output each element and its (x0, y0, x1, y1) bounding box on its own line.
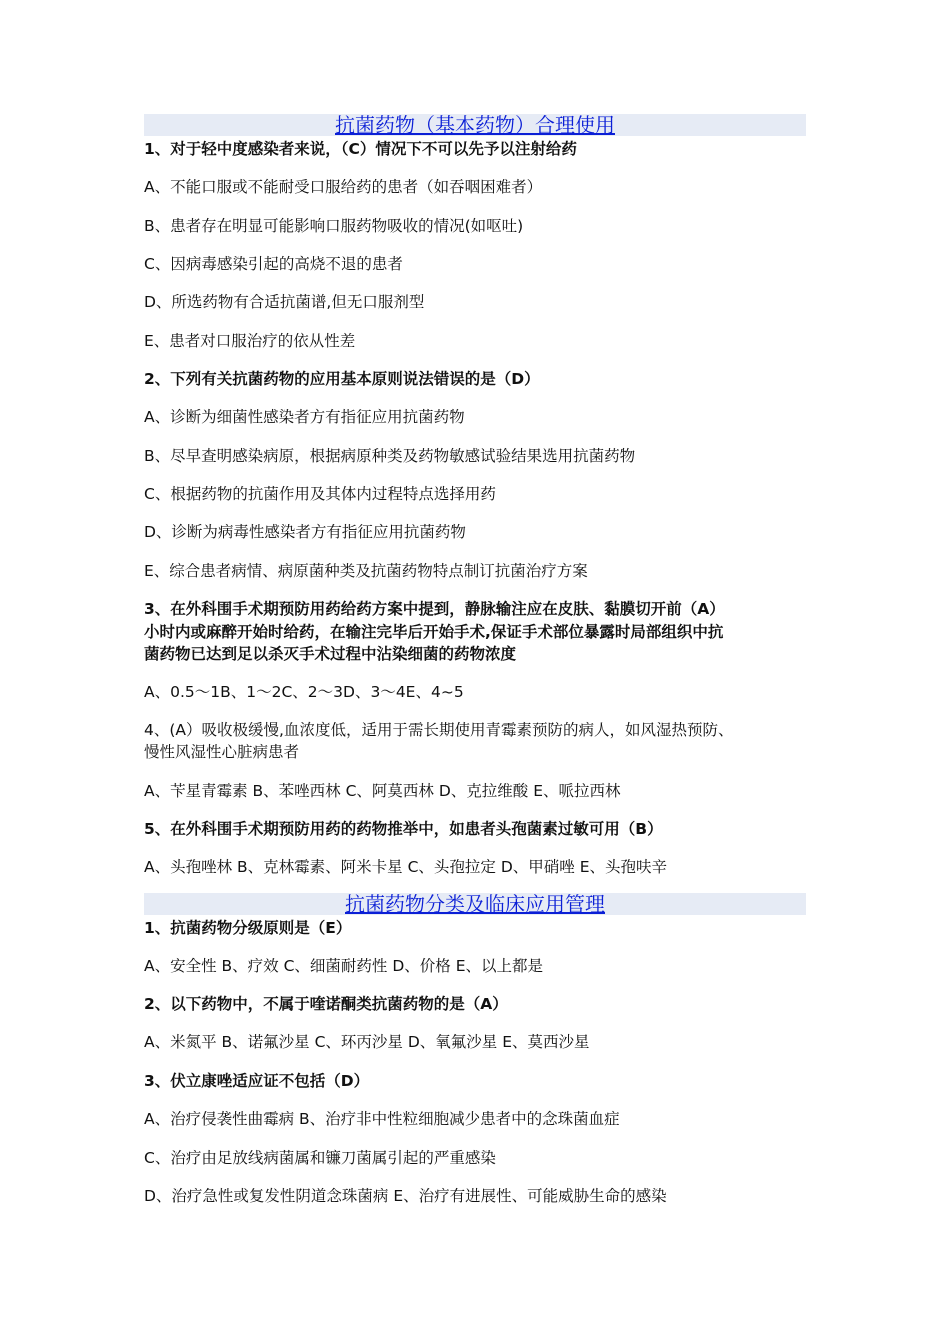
option-line: C、治疗由足放线病菌属和镰刀菌属引起的严重感染 (144, 1149, 496, 1167)
section-title-link[interactable]: 抗菌药物分类及临床应用管理 (345, 892, 605, 916)
heading-bar (144, 893, 806, 915)
section-title-link[interactable]: 抗菌药物（基本药物）合理使用 (335, 113, 615, 137)
option-line: E、综合患者病情、病原菌种类及抗菌药物特点制订抗菌治疗方案 (144, 562, 588, 580)
option-line: A、米氮平 B、诺氟沙星 C、环丙沙星 D、氧氟沙星 E、莫西沙星 (144, 1033, 590, 1051)
option-line: E、患者对口服治疗的依从性差 (144, 332, 356, 350)
question-5: 5、在外科围手术期预防用药的药物推举中，如患者头孢菌素过敏可用（B） (144, 820, 663, 838)
option-line: A、治疗侵袭性曲霉病 B、治疗非中性粒细胞减少患者中的念珠菌血症 (144, 1110, 620, 1128)
option-line: A、安全性 B、疗效 C、细菌耐药性 D、价格 E、以上都是 (144, 957, 543, 975)
question-3-line-2: 小时内或麻醉开始时给药，在输注完毕后开始手术,保证手术部位暴露时局部组织中抗 (144, 623, 724, 641)
option-line: C、根据药物的抗菌作用及其体内过程特点选择用药 (144, 485, 496, 503)
option-line: B、尽早查明感染病原，根据病原种类及药物敏感试验结果选用抗菌药物 (144, 447, 636, 465)
option-line: A、头孢唑林 B、克林霉素、阿米卡星 C、头孢拉定 D、甲硝唑 E、头孢呋辛 (144, 858, 667, 876)
option-line: A、0.5～1B、1～2C、2～3D、3～4E、4~5 (144, 683, 464, 701)
question-2: 2、以下药物中，不属于喹诺酮类抗菌药物的是（A） (144, 995, 508, 1013)
option-line: A、诊断为细菌性感染者方有指征应用抗菌药物 (144, 408, 465, 426)
question-3-line-1: 3、在外科围手术期预防用药给药方案中提到，静脉输注应在皮肤、黏膜切开前（A） (144, 600, 725, 618)
question-4-line-2: 慢性风湿性心脏病患者 (144, 743, 300, 761)
question-3: 3、伏立康唑适应证不包括（D） (144, 1072, 370, 1090)
section-heading-1 (144, 114, 806, 136)
option-line: D、治疗急性或复发性阴道念珠菌病 E、治疗有进展性、可能威胁生命的感染 (144, 1187, 667, 1205)
option-line: B、患者存在明显可能影响口服药物吸收的情况(如呕吐) (144, 217, 524, 235)
question-4-line-1: 4、(A）吸收极缓慢,血浓度低，适用于需长期使用青霉素预防的病人，如风湿热预防、 (144, 721, 734, 739)
option-line: D、所选药物有合适抗菌谱,但无口服剂型 (144, 293, 425, 311)
question-1: 1、抗菌药物分级原则是（E） (144, 919, 352, 937)
option-line: A、不能口服或不能耐受口服给药的患者（如吞咽困难者） (144, 178, 543, 196)
option-line: C、因病毒感染引起的高烧不退的患者 (144, 255, 403, 273)
question-1: 1、对于轻中度感染者来说，（C）情况下不可以先予以注射给药 (144, 140, 577, 158)
question-2: 2、下列有关抗菌药物的应用基本原则说法错误的是（D） (144, 370, 540, 388)
option-line: D、诊断为病毒性感染者方有指征应用抗菌药物 (144, 523, 466, 541)
question-3-line-3: 菌药物已达到足以杀灭手术过程中沾染细菌的药物浓度 (144, 645, 517, 663)
option-line: A、苄星青霉素 B、苯唑西林 C、阿莫西林 D、克拉维酸 E、哌拉西林 (144, 782, 621, 800)
heading-bar (144, 114, 806, 136)
section-heading-2 (144, 893, 806, 915)
